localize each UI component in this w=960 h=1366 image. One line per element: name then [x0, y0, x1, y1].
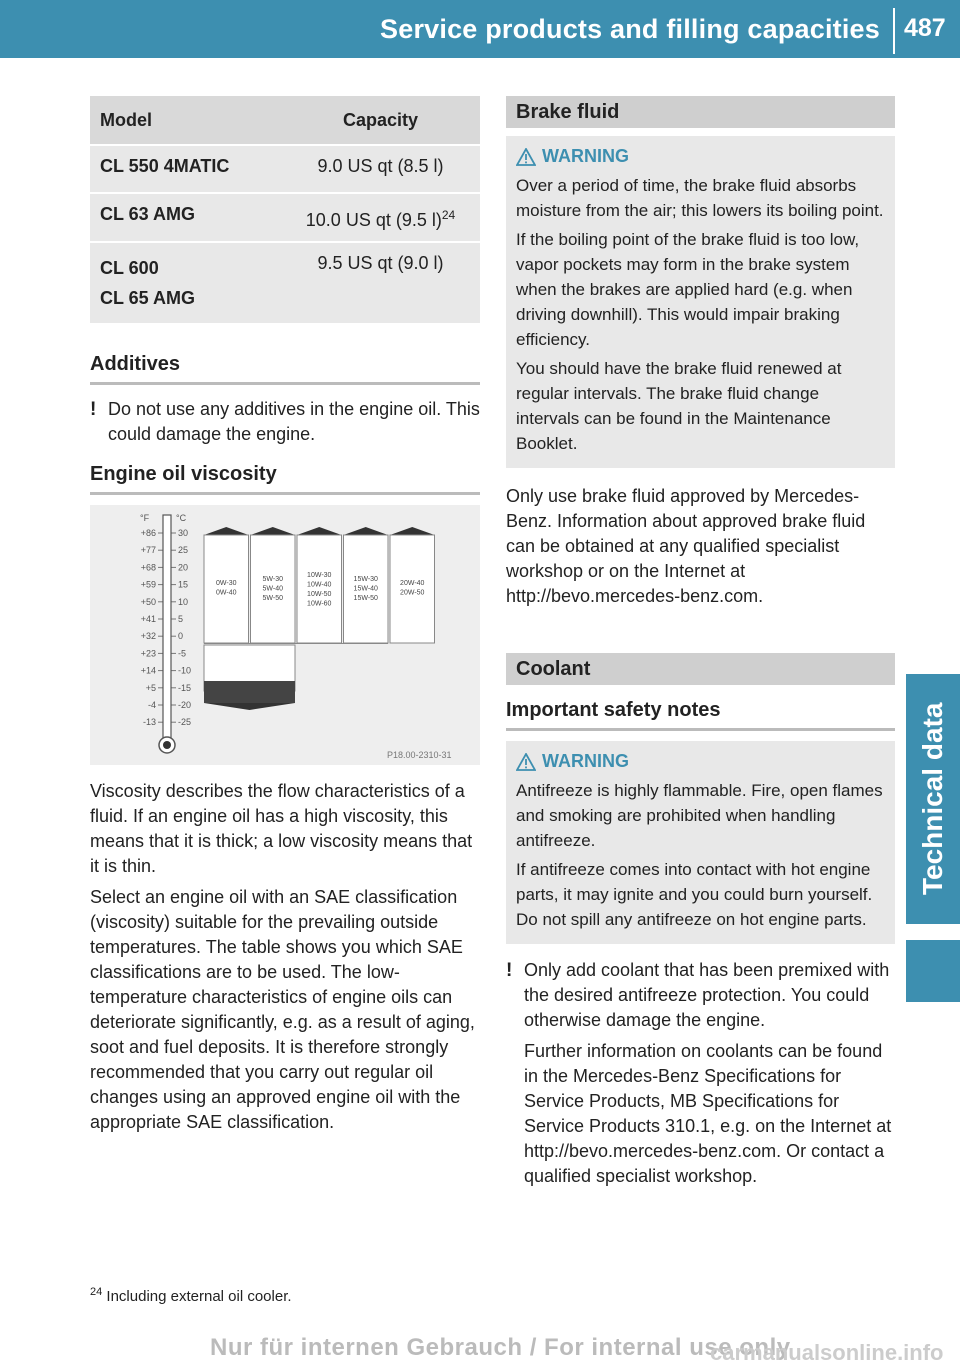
- side-tab-label: Technical data: [917, 702, 948, 896]
- table-cell-capacity: 9.5 US qt (9.0 l): [281, 242, 480, 323]
- range-arrow: [390, 527, 435, 535]
- range-arrow: [204, 703, 295, 710]
- warning-triangle-icon: [516, 148, 536, 166]
- caution-icon: !: [506, 960, 513, 981]
- safety-notes-heading: Important safety notes: [506, 699, 895, 731]
- fahrenheit-tick-label: +5: [145, 682, 156, 693]
- warning-label: WARNING: [542, 146, 629, 166]
- grade-label: 5W-40: [262, 585, 283, 593]
- right-column: [506, 96, 895, 1189]
- table-header-capacity: Capacity: [281, 96, 480, 145]
- viscosity-paragraph-2: Select an engine oil with an SAE classification (viscosity) suitable for the prevailing outside temperatures. The table shows you which SAE classifications are to be used. The low-temperature characteristics of engine oils can deteriorate significantly, e.g. as a result of aging, soot and fuel deposits. It is therefore strongly recommended that you carry out regular oil changes using an approved engine oil with the appropriate SAE classification.: [90, 887, 475, 1132]
- capacity-table: [90, 96, 480, 323]
- grade-label: 5W-30: [262, 576, 283, 583]
- viscosity-heading: Engine oil viscosity: [90, 463, 480, 495]
- celsius-tick-label: -20: [178, 700, 192, 710]
- side-tab-marker: [906, 940, 960, 1002]
- celsius-tick-label: -25: [178, 717, 192, 728]
- left-column: [90, 96, 480, 1135]
- coolant-warning-header: [516, 751, 885, 772]
- celsius-tick-label: -15: [178, 682, 192, 693]
- grade-label: 15W-30: [353, 576, 378, 583]
- header-divider: [893, 8, 895, 54]
- grade-label: 10W-30: [307, 572, 332, 579]
- celsius-tick-label: 25: [178, 545, 189, 556]
- table-cell-capacity: 9.0 US qt (8.5 l): [281, 145, 480, 193]
- fahrenheit-tick-label: +41: [140, 614, 156, 624]
- coolant-note-text-1: Only add coolant that has been premixed with the desired antifreeze protection. You could otherwise damage the engine.: [524, 960, 890, 1030]
- thermometer-tube: [163, 515, 171, 743]
- grade-label: 10W-60: [307, 600, 332, 608]
- table-row: [90, 145, 480, 193]
- grade-range-box: [297, 535, 342, 643]
- brake-warning-text-1: Over a period of time, the brake fluid absorbs moisture from the air; this lowers its boiling point.: [516, 176, 884, 220]
- footnote-ref: 24: [441, 208, 456, 222]
- brake-paragraph: Only use brake fluid approved by Mercedes-Benz. Information about approved brake fluid can be obtained at any qualified specialist workshop or on the Internet at http://bevo.mercedes-benz.com.: [506, 486, 866, 606]
- coolant-warning-text-2: If antifreeze comes into contact with hot engine parts, it may ignite and you could burn yourself. Do not spill any antifreeze on hot engine parts.: [516, 860, 873, 929]
- coolant-note-body: [524, 958, 895, 1189]
- grade-label: 10W-50: [307, 591, 332, 598]
- coolant-note-text-2: Further information on coolants can be found in the Mercedes-Benz Specifications for Service Products, MB Specifications for Service Products 310.1, e.g. on the Internet at http://bevo.mercedes-benz.com. Or contact a qualified specialist workshop.: [524, 1041, 892, 1186]
- grade-label: 15W-50: [353, 595, 378, 602]
- table-cell-capacity: [281, 193, 480, 242]
- fahrenheit-tick-label: +68: [140, 562, 156, 573]
- unit-c-label: °C: [176, 513, 187, 523]
- internal-use-watermark: Nur für internen Gebrauch / For internal use only: [210, 1334, 791, 1361]
- celsius-tick-label: 20: [178, 562, 189, 573]
- fahrenheit-tick-label: +14: [140, 665, 156, 676]
- fahrenheit-tick-label: -4: [147, 700, 156, 710]
- capacity-value: 10.0 US qt (9.5 l): [305, 210, 442, 230]
- fahrenheit-tick-label: +86: [140, 528, 156, 538]
- page-number: 487: [904, 14, 946, 42]
- header-title: Service products and filling capacities: [380, 14, 880, 44]
- brake-warning-box: [506, 136, 895, 468]
- footnote-number: 24: [90, 1286, 103, 1298]
- coolant-heading: Coolant: [506, 653, 895, 685]
- viscosity-chart: [90, 505, 480, 765]
- model-line: CL 65 AMG: [100, 288, 196, 308]
- viscosity-paragraph-1: Viscosity describes the flow characteristics of a fluid. If an engine oil has a high viscosity, this means that it is thick; a low viscosity means that it is thin.: [90, 781, 473, 876]
- viscosity-chart-svg: [90, 505, 480, 765]
- table-row: [90, 193, 480, 242]
- unit-f-label: °F: [140, 513, 150, 523]
- range-arrow: [344, 527, 389, 535]
- celsius-tick-label: 15: [178, 579, 189, 590]
- additives-note-text: Do not use any additives in the engine oil. This could damage the engine.: [108, 399, 480, 444]
- warning-label: WARNING: [542, 751, 629, 771]
- footnote: [90, 1286, 292, 1305]
- site-watermark: carmanualsonline.info: [710, 1340, 944, 1365]
- grade-label: 15W-40: [353, 585, 378, 593]
- range-line: [204, 643, 388, 644]
- table-cell-model: CL 550 4MATIC: [90, 145, 281, 193]
- fahrenheit-tick-label: +59: [140, 579, 156, 590]
- grade-label: 0W-30: [216, 580, 237, 587]
- model-line: CL 600: [100, 258, 159, 278]
- fahrenheit-tick-label: +50: [140, 596, 156, 607]
- fahrenheit-tick-label: +32: [140, 631, 156, 642]
- table-row: [90, 242, 480, 323]
- celsius-tick-label: 5: [178, 614, 184, 624]
- caution-icon: !: [90, 399, 97, 420]
- table-header-model: Model: [90, 96, 281, 145]
- fahrenheit-tick-label: +23: [140, 648, 156, 659]
- celsius-tick-label: 30: [178, 528, 189, 538]
- table-cell-model: CL 63 AMG: [90, 193, 281, 242]
- fahrenheit-tick-label: -13: [142, 717, 156, 728]
- grade-label: 20W-50: [400, 589, 425, 597]
- table-cell-model: [90, 242, 281, 323]
- celsius-tick-label: -5: [178, 648, 187, 659]
- brake-warning-text-2: If the boiling point of the brake fluid is too low, vapor pockets may form in the brake system when the brakes are applied hard (e.g. when driving downhill). This would impair braking efficiency.: [516, 230, 860, 349]
- brake-warning-header: [516, 146, 885, 167]
- coolant-note: [506, 958, 895, 1189]
- additives-heading: Additives: [90, 353, 480, 385]
- fahrenheit-tick-label: +77: [140, 545, 156, 556]
- grade-label: 5W-50: [262, 595, 283, 602]
- footnote-text: Including external oil cooler.: [106, 1288, 292, 1305]
- coolant-warning-box: [506, 741, 895, 944]
- brake-warning-text-3: You should have the brake fluid renewed at regular intervals. The brake fluid change intervals can be found in the Maintenance Booklet.: [516, 359, 842, 453]
- range-arrow: [297, 527, 342, 535]
- grade-label: 10W-40: [307, 581, 332, 589]
- range-arrow: [204, 527, 249, 535]
- brake-fluid-heading: Brake fluid: [506, 96, 895, 128]
- additives-note: [90, 397, 480, 447]
- coolant-warning-text-1: Antifreeze is highly flammable. Fire, open flames and smoking are prohibited when handling antifreeze.: [516, 781, 883, 850]
- celsius-tick-label: 10: [178, 596, 189, 607]
- figure-code: P18.00-2310-31: [387, 750, 452, 760]
- thermometer-bulb-fill: [163, 741, 171, 749]
- celsius-tick-label: -10: [178, 665, 192, 676]
- warning-triangle-icon: [516, 753, 536, 771]
- celsius-tick-label: 0: [178, 631, 184, 642]
- grade-label: 20W-40: [400, 580, 425, 587]
- grade-label: 0W-40: [216, 589, 237, 597]
- range-arrow: [251, 527, 296, 535]
- cold-range-fill: [204, 681, 295, 703]
